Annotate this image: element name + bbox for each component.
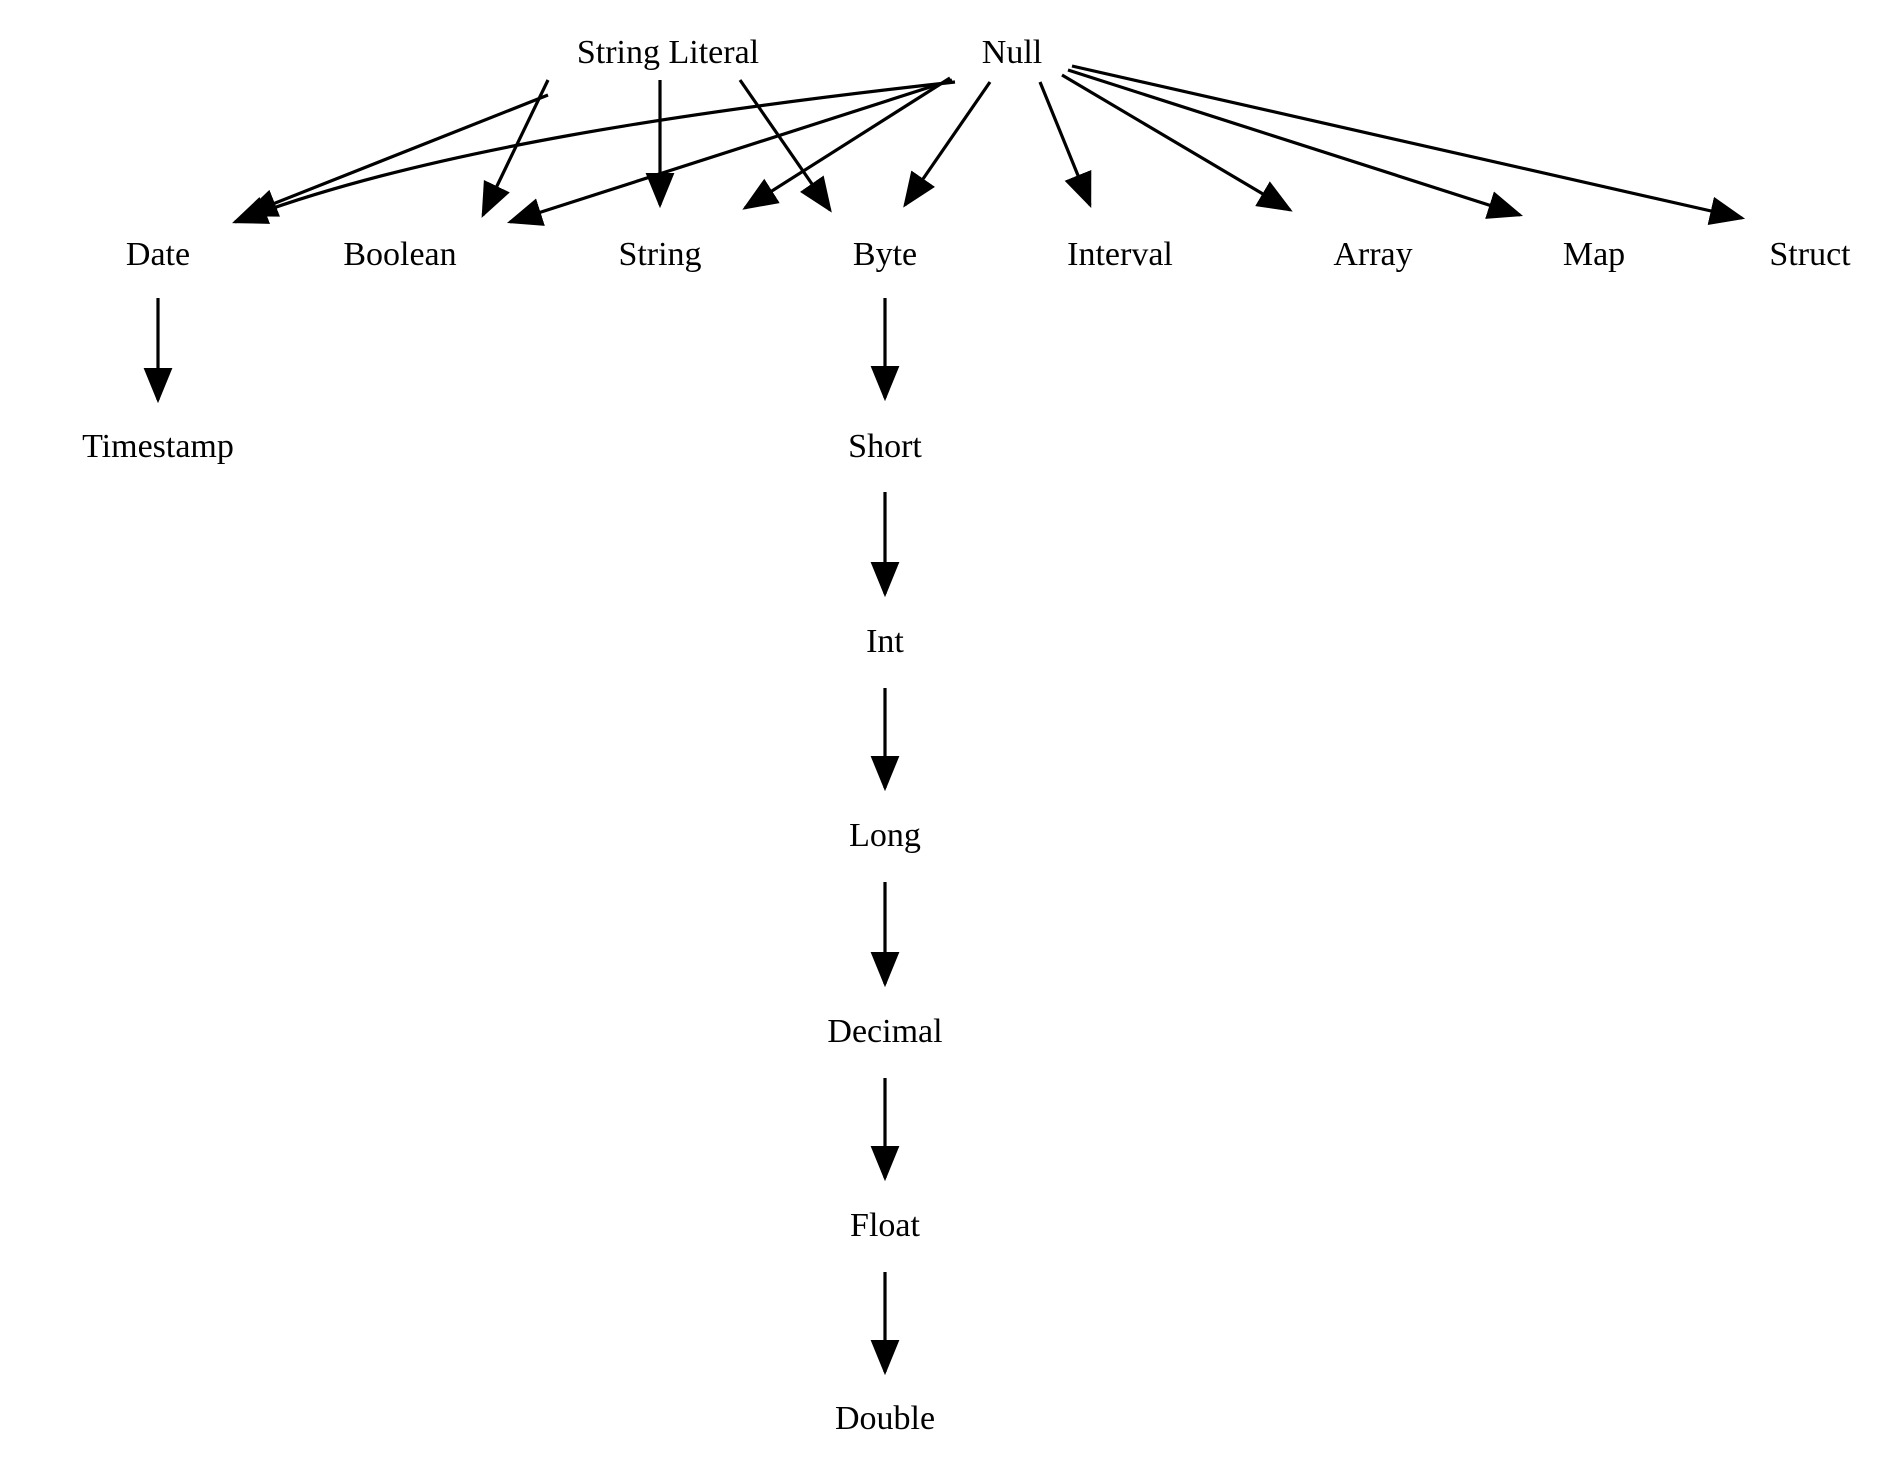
node-null: Null [981, 34, 1043, 71]
node-short: Short [848, 428, 922, 465]
node-interval: Interval [1067, 236, 1173, 273]
node-timestamp: Timestamp [82, 428, 234, 465]
edge-null-to-array [1062, 75, 1290, 210]
node-string_literal: String Literal [576, 34, 760, 71]
node-string: String [618, 236, 702, 273]
node-float: Float [850, 1207, 920, 1244]
edge-null-to-map [1068, 70, 1520, 215]
node-int: Int [866, 623, 904, 660]
node-byte: Byte [852, 236, 918, 273]
node-map: Map [1562, 236, 1626, 273]
edge-string_literal-to-date [245, 95, 548, 215]
node-decimal: Decimal [827, 1013, 943, 1050]
node-array: Array [1333, 236, 1413, 273]
edge-null-to-interval [1040, 82, 1090, 205]
edge-null-to-boolean [510, 80, 952, 222]
node-boolean: Boolean [343, 236, 457, 273]
edge-null-to-byte [905, 82, 990, 205]
edge-null-to-string [745, 78, 950, 208]
node-long: Long [849, 817, 921, 854]
node-double: Double [834, 1400, 936, 1437]
node-struct: Struct [1769, 236, 1851, 273]
edge-null-to-date [235, 82, 955, 222]
node-date: Date [125, 236, 191, 273]
